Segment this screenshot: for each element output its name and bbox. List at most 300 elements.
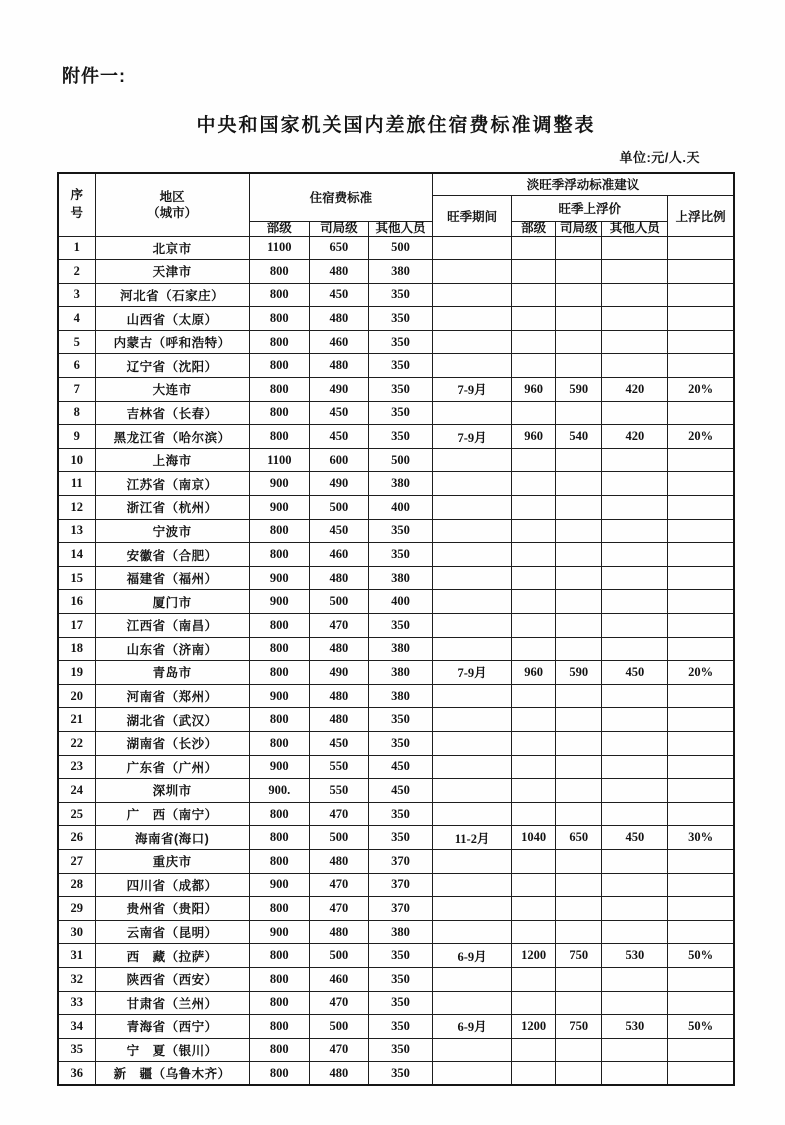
cell-peak-period: 7-9月	[433, 661, 512, 685]
cell-seq: 3	[58, 283, 95, 307]
cell-std-minister: 800	[249, 991, 309, 1015]
cell-peak-minister	[512, 1062, 556, 1086]
cell-seq: 35	[58, 1038, 95, 1062]
cell-peak-bureau	[556, 755, 602, 779]
cell-std-other: 400	[368, 590, 432, 614]
cell-seq: 2	[58, 260, 95, 284]
cell-seq: 29	[58, 897, 95, 921]
cell-peak-period	[433, 472, 512, 496]
table-row	[58, 991, 734, 1015]
cell-peak-other: 420	[602, 425, 668, 449]
cell-ratio	[668, 1062, 734, 1086]
cell-peak-period	[433, 566, 512, 590]
cell-region: 江苏省（南京）	[95, 472, 249, 496]
cell-peak-other	[602, 354, 668, 378]
col-header-peak-period: 旺季期间	[433, 195, 512, 236]
cell-peak-other	[602, 236, 668, 260]
cell-seq: 1	[58, 236, 95, 260]
cell-std-minister: 800	[249, 425, 309, 449]
cell-ratio	[668, 330, 734, 354]
cell-std-minister: 900	[249, 566, 309, 590]
cell-peak-bureau: 650	[556, 826, 602, 850]
cell-peak-other	[602, 614, 668, 638]
cell-peak-minister: 1200	[512, 944, 556, 968]
cell-std-other: 350	[368, 1038, 432, 1062]
attachment-label: 附件一:	[62, 66, 126, 86]
table-row	[58, 566, 734, 590]
col-header-std-other: 其他人员	[368, 221, 432, 236]
cell-peak-other	[602, 779, 668, 803]
cell-std-minister: 800	[249, 1038, 309, 1062]
cell-peak-period	[433, 307, 512, 331]
cell-peak-other	[602, 1062, 668, 1086]
cell-region: 河北省（石家庄）	[95, 283, 249, 307]
cell-peak-bureau	[556, 731, 602, 755]
cell-std-minister: 900.	[249, 779, 309, 803]
cell-peak-period	[433, 590, 512, 614]
cell-region: 四川省（成都）	[95, 873, 249, 897]
cell-ratio	[668, 590, 734, 614]
cell-region: 贵州省（贵阳）	[95, 897, 249, 921]
table-body	[58, 236, 734, 1085]
cell-peak-bureau: 590	[556, 661, 602, 685]
cell-peak-period	[433, 991, 512, 1015]
table-row	[58, 543, 734, 567]
cell-peak-minister	[512, 920, 556, 944]
cell-peak-bureau	[556, 684, 602, 708]
cell-ratio	[668, 448, 734, 472]
cell-peak-bureau	[556, 779, 602, 803]
cell-region: 深圳市	[95, 779, 249, 803]
cell-std-bureau: 480	[309, 637, 368, 661]
cell-std-other: 350	[368, 826, 432, 850]
cell-std-bureau: 500	[309, 590, 368, 614]
cell-peak-minister	[512, 967, 556, 991]
cell-peak-other	[602, 260, 668, 284]
cell-seq: 4	[58, 307, 95, 331]
table-row	[58, 849, 734, 873]
cell-ratio	[668, 1038, 734, 1062]
col-header-peak-minister: 部级	[512, 221, 556, 236]
cell-peak-minister	[512, 1038, 556, 1062]
cell-peak-period	[433, 543, 512, 567]
cell-std-other: 350	[368, 283, 432, 307]
cell-peak-bureau: 750	[556, 944, 602, 968]
cell-std-bureau: 460	[309, 967, 368, 991]
cell-ratio	[668, 401, 734, 425]
table-row	[58, 684, 734, 708]
cell-peak-other	[602, 543, 668, 567]
cell-peak-other	[602, 991, 668, 1015]
cell-std-other: 350	[368, 614, 432, 638]
cell-std-other: 380	[368, 637, 432, 661]
cell-std-other: 350	[368, 307, 432, 331]
cell-ratio	[668, 614, 734, 638]
cell-peak-bureau	[556, 1062, 602, 1086]
cell-std-minister: 800	[249, 967, 309, 991]
cell-std-minister: 800	[249, 614, 309, 638]
cell-std-bureau: 480	[309, 307, 368, 331]
cell-region: 吉林省（长春）	[95, 401, 249, 425]
cell-peak-period: 7-9月	[433, 425, 512, 449]
cell-ratio	[668, 637, 734, 661]
cell-region: 安徽省（合肥）	[95, 543, 249, 567]
cell-peak-bureau	[556, 967, 602, 991]
cell-peak-other	[602, 448, 668, 472]
table-row	[58, 731, 734, 755]
cell-seq: 27	[58, 849, 95, 873]
table-row	[58, 661, 734, 685]
cell-peak-bureau	[556, 401, 602, 425]
cell-peak-other	[602, 802, 668, 826]
cell-peak-minister	[512, 708, 556, 732]
cell-peak-minister	[512, 354, 556, 378]
cell-std-minister: 800	[249, 661, 309, 685]
region-label-line2: （城市）	[147, 205, 198, 220]
cell-ratio	[668, 236, 734, 260]
table-row	[58, 472, 734, 496]
cell-ratio	[668, 543, 734, 567]
cell-seq: 26	[58, 826, 95, 850]
cell-region: 青岛市	[95, 661, 249, 685]
cell-peak-minister	[512, 779, 556, 803]
cell-region: 河南省（郑州）	[95, 684, 249, 708]
cell-peak-period	[433, 1038, 512, 1062]
cell-seq: 19	[58, 661, 95, 685]
table-row	[58, 1015, 734, 1039]
cell-peak-other	[602, 708, 668, 732]
cell-std-bureau: 480	[309, 566, 368, 590]
cell-peak-bureau	[556, 307, 602, 331]
cell-std-bureau: 480	[309, 684, 368, 708]
cell-ratio	[668, 731, 734, 755]
cell-region: 甘肃省（兰州）	[95, 991, 249, 1015]
cell-std-bureau: 480	[309, 260, 368, 284]
cell-std-bureau: 470	[309, 802, 368, 826]
table-row	[58, 614, 734, 638]
cell-seq: 24	[58, 779, 95, 803]
cell-std-minister: 800	[249, 849, 309, 873]
table-row	[58, 708, 734, 732]
cell-peak-bureau	[556, 543, 602, 567]
cell-ratio	[668, 472, 734, 496]
cell-region: 黑龙江省（哈尔滨）	[95, 425, 249, 449]
cell-region: 上海市	[95, 448, 249, 472]
cell-peak-period: 6-9月	[433, 944, 512, 968]
page-title: 中央和国家机关国内差旅住宿费标准调整表	[196, 115, 596, 136]
cell-std-other: 350	[368, 354, 432, 378]
cell-peak-period: 11-2月	[433, 826, 512, 850]
cell-std-other: 350	[368, 802, 432, 826]
cell-peak-bureau	[556, 519, 602, 543]
cell-peak-other	[602, 684, 668, 708]
cell-std-bureau: 450	[309, 283, 368, 307]
cell-std-other: 380	[368, 684, 432, 708]
cell-std-other: 400	[368, 496, 432, 520]
cell-peak-bureau	[556, 260, 602, 284]
cell-std-bureau: 470	[309, 897, 368, 921]
cell-region: 云南省（昆明）	[95, 920, 249, 944]
cell-std-minister: 800	[249, 307, 309, 331]
cell-peak-bureau	[556, 991, 602, 1015]
cell-peak-other	[602, 873, 668, 897]
table-row	[58, 425, 734, 449]
cell-region: 北京市	[95, 236, 249, 260]
cell-peak-period	[433, 260, 512, 284]
cell-std-other: 350	[368, 1062, 432, 1086]
cell-std-minister: 1100	[249, 236, 309, 260]
cell-std-bureau: 470	[309, 873, 368, 897]
cell-peak-bureau	[556, 1038, 602, 1062]
cell-peak-other	[602, 330, 668, 354]
table-row	[58, 260, 734, 284]
cell-ratio: 20%	[668, 661, 734, 685]
table-row	[58, 590, 734, 614]
cell-std-bureau: 480	[309, 920, 368, 944]
lodging-standards-table	[57, 172, 735, 1086]
cell-peak-bureau	[556, 614, 602, 638]
cell-region: 陕西省（西安）	[95, 967, 249, 991]
cell-peak-minister	[512, 991, 556, 1015]
cell-peak-other	[602, 566, 668, 590]
cell-std-other: 380	[368, 920, 432, 944]
cell-std-bureau: 470	[309, 991, 368, 1015]
cell-peak-minister	[512, 637, 556, 661]
cell-std-minister: 800	[249, 1015, 309, 1039]
cell-peak-bureau	[556, 590, 602, 614]
cell-peak-bureau	[556, 849, 602, 873]
cell-std-other: 370	[368, 849, 432, 873]
cell-peak-minister	[512, 684, 556, 708]
cell-seq: 36	[58, 1062, 95, 1086]
cell-seq: 9	[58, 425, 95, 449]
cell-std-other: 350	[368, 543, 432, 567]
cell-peak-period	[433, 920, 512, 944]
cell-std-bureau: 500	[309, 496, 368, 520]
cell-peak-period	[433, 779, 512, 803]
cell-seq: 11	[58, 472, 95, 496]
cell-seq: 8	[58, 401, 95, 425]
cell-std-other: 380	[368, 661, 432, 685]
cell-std-minister: 800	[249, 401, 309, 425]
cell-std-bureau: 460	[309, 330, 368, 354]
col-header-peak-bureau: 司局级	[556, 221, 602, 236]
table-row	[58, 826, 734, 850]
cell-std-bureau: 460	[309, 543, 368, 567]
cell-std-bureau: 500	[309, 944, 368, 968]
table-row	[58, 873, 734, 897]
cell-peak-bureau	[556, 708, 602, 732]
cell-peak-period	[433, 897, 512, 921]
cell-peak-other: 450	[602, 661, 668, 685]
cell-seq: 18	[58, 637, 95, 661]
cell-region: 广 西（南宁）	[95, 802, 249, 826]
cell-seq: 12	[58, 496, 95, 520]
table-row	[58, 779, 734, 803]
cell-peak-other	[602, 1038, 668, 1062]
cell-peak-minister	[512, 873, 556, 897]
cell-peak-period: 7-9月	[433, 378, 512, 402]
cell-peak-minister	[512, 401, 556, 425]
cell-peak-minister	[512, 236, 556, 260]
cell-seq: 21	[58, 708, 95, 732]
cell-ratio	[668, 873, 734, 897]
cell-std-minister: 800	[249, 897, 309, 921]
cell-ratio	[668, 897, 734, 921]
cell-peak-period	[433, 684, 512, 708]
cell-region: 山西省（太原）	[95, 307, 249, 331]
cell-peak-minister	[512, 448, 556, 472]
cell-peak-other	[602, 496, 668, 520]
cell-peak-bureau: 750	[556, 1015, 602, 1039]
cell-std-bureau: 480	[309, 354, 368, 378]
cell-peak-minister	[512, 849, 556, 873]
cell-peak-other	[602, 519, 668, 543]
cell-seq: 23	[58, 755, 95, 779]
cell-region: 厦门市	[95, 590, 249, 614]
cell-peak-period	[433, 236, 512, 260]
col-header-seq	[58, 173, 95, 236]
table-row	[58, 802, 734, 826]
cell-std-minister: 900	[249, 472, 309, 496]
cell-ratio: 50%	[668, 1015, 734, 1039]
cell-ratio: 50%	[668, 944, 734, 968]
cell-ratio	[668, 991, 734, 1015]
cell-ratio	[668, 920, 734, 944]
cell-seq: 20	[58, 684, 95, 708]
cell-std-minister: 900	[249, 684, 309, 708]
table-row	[58, 897, 734, 921]
cell-peak-minister: 960	[512, 661, 556, 685]
cell-std-minister: 900	[249, 873, 309, 897]
cell-std-other: 350	[368, 425, 432, 449]
cell-peak-minister	[512, 283, 556, 307]
cell-std-minister: 900	[249, 920, 309, 944]
table-row	[58, 637, 734, 661]
cell-seq: 32	[58, 967, 95, 991]
cell-std-bureau: 650	[309, 236, 368, 260]
cell-peak-period	[433, 802, 512, 826]
table-row	[58, 496, 734, 520]
cell-ratio	[668, 519, 734, 543]
cell-std-bureau: 450	[309, 519, 368, 543]
cell-std-other: 350	[368, 944, 432, 968]
cell-std-bureau: 490	[309, 472, 368, 496]
cell-region: 大连市	[95, 378, 249, 402]
cell-seq: 7	[58, 378, 95, 402]
cell-peak-minister	[512, 496, 556, 520]
cell-peak-bureau	[556, 802, 602, 826]
cell-ratio: 20%	[668, 425, 734, 449]
table-row	[58, 1038, 734, 1062]
cell-peak-minister	[512, 590, 556, 614]
cell-peak-minister	[512, 566, 556, 590]
cell-std-bureau: 490	[309, 661, 368, 685]
cell-ratio	[668, 566, 734, 590]
cell-ratio	[668, 708, 734, 732]
col-header-std-minister: 部级	[249, 221, 309, 236]
cell-std-bureau: 450	[309, 425, 368, 449]
cell-seq: 33	[58, 991, 95, 1015]
cell-region: 山东省（济南）	[95, 637, 249, 661]
cell-peak-minister: 1200	[512, 1015, 556, 1039]
cell-seq: 6	[58, 354, 95, 378]
col-header-float-group: 淡旺季浮动标准建议	[433, 173, 734, 195]
cell-std-other: 350	[368, 991, 432, 1015]
cell-peak-bureau	[556, 236, 602, 260]
seq-label: 序号	[70, 188, 84, 220]
cell-peak-bureau: 590	[556, 378, 602, 402]
cell-peak-minister	[512, 802, 556, 826]
cell-peak-period	[433, 967, 512, 991]
table-row	[58, 307, 734, 331]
cell-peak-minister	[512, 472, 556, 496]
cell-std-other: 500	[368, 448, 432, 472]
region-label-line1: 地区	[159, 189, 185, 204]
cell-seq: 13	[58, 519, 95, 543]
cell-seq: 22	[58, 731, 95, 755]
cell-region: 新 疆（乌鲁木齐）	[95, 1062, 249, 1086]
cell-region: 福建省（福州）	[95, 566, 249, 590]
cell-std-minister: 800	[249, 637, 309, 661]
cell-std-other: 450	[368, 779, 432, 803]
cell-std-other: 350	[368, 731, 432, 755]
cell-region: 湖北省（武汉）	[95, 708, 249, 732]
cell-peak-minister	[512, 755, 556, 779]
cell-peak-minister: 960	[512, 425, 556, 449]
cell-region: 宁 夏（银川）	[95, 1038, 249, 1062]
cell-std-minister: 800	[249, 802, 309, 826]
cell-std-minister: 800	[249, 543, 309, 567]
cell-std-bureau: 600	[309, 448, 368, 472]
cell-peak-minister	[512, 260, 556, 284]
cell-std-minister: 800	[249, 1062, 309, 1086]
cell-ratio	[668, 496, 734, 520]
table-row	[58, 519, 734, 543]
cell-peak-other: 420	[602, 378, 668, 402]
cell-region: 浙江省（杭州）	[95, 496, 249, 520]
cell-peak-other	[602, 920, 668, 944]
cell-peak-other	[602, 967, 668, 991]
cell-peak-bureau	[556, 897, 602, 921]
cell-peak-minister	[512, 543, 556, 567]
cell-region: 青海省（西宁）	[95, 1015, 249, 1039]
cell-peak-bureau	[556, 496, 602, 520]
cell-std-minister: 800	[249, 731, 309, 755]
cell-peak-period	[433, 873, 512, 897]
cell-std-minister: 800	[249, 826, 309, 850]
cell-peak-period	[433, 637, 512, 661]
cell-std-other: 350	[368, 1015, 432, 1039]
cell-peak-other	[602, 307, 668, 331]
cell-peak-period	[433, 448, 512, 472]
cell-std-minister: 800	[249, 378, 309, 402]
cell-peak-other	[602, 755, 668, 779]
cell-std-other: 350	[368, 378, 432, 402]
cell-peak-period	[433, 755, 512, 779]
cell-peak-other	[602, 472, 668, 496]
cell-std-other: 370	[368, 897, 432, 921]
table-row	[58, 330, 734, 354]
cell-std-minister: 800	[249, 354, 309, 378]
cell-std-other: 380	[368, 566, 432, 590]
cell-ratio	[668, 755, 734, 779]
cell-std-minister: 800	[249, 519, 309, 543]
cell-std-minister: 800	[249, 283, 309, 307]
cell-peak-bureau	[556, 354, 602, 378]
cell-region: 西 藏（拉萨）	[95, 944, 249, 968]
cell-ratio	[668, 307, 734, 331]
